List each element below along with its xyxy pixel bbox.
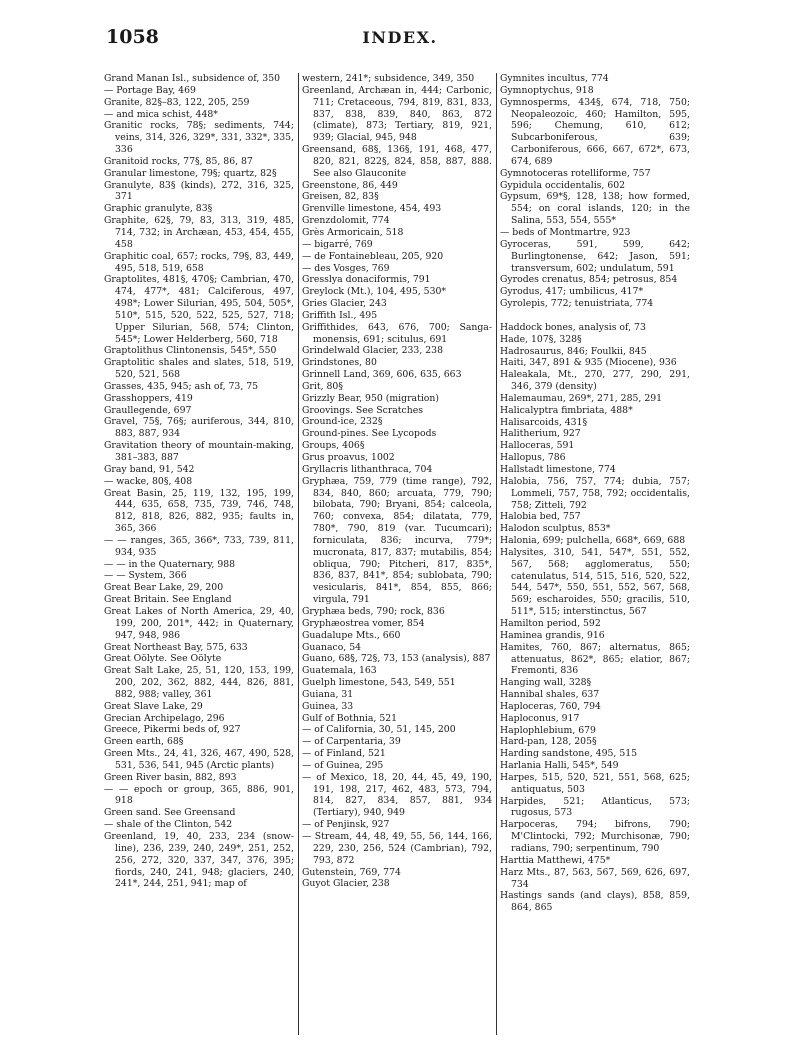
index-entry: Grus proavus, 1002 — [302, 452, 395, 463]
index-entry: — and mica schist, 448* — [104, 108, 218, 120]
index-entry: Hallopus, 786 — [500, 452, 566, 464]
index-entry: Graptolites, 481§, 470§; Cambrian, 470, 474, 477*, 481; Calciferous, 497, 498*; Lower Silurian, 495, 504, 505*, 510*, 515, 520, 522, 525, 527, 718; Upper Silurian, 568, 574; Clinton, 545*; Lower Helderberg, 560, 718 — [104, 274, 294, 345]
index-entry: Haleakala, Mt., 270, 277, 290, 291, 346, 379 (density) — [500, 369, 690, 393]
index-entry: Gravel, 75§, 76§; auriferous, 344, 810, 883, 887, 934 — [104, 416, 294, 440]
index-entry: Great Oölyte. See Oölyte — [104, 653, 222, 665]
index-entry: Harlania Halli, 545*, 549 — [500, 760, 619, 772]
index-entry: Graullegende, 697 — [104, 404, 192, 416]
index-entry: — — in the Quaternary, 988 — [104, 558, 236, 570]
index-entry: Haminea grandis, 916 — [500, 629, 605, 641]
index-entry: Haiti, 347, 891 & 935 (Miocene), 936 — [500, 357, 677, 369]
index-entry: Granular limestone, 79§; quartz, 82§ — [104, 167, 277, 179]
index-entry: — of California, 30, 51, 145, 200 — [302, 724, 456, 736]
index-entry: Groovings. See Scratches — [302, 404, 424, 416]
index-entry: Halobia, 756, 757, 774; dubia, 757; Lommeli, 757, 758, 792; occidentalis, 758; Zitteli, 792 — [500, 475, 690, 511]
page-title: INDEX. — [362, 28, 438, 47]
index-entry: Great Britain. See England — [104, 594, 232, 606]
index-entry: Gray band, 91, 542 — [104, 463, 195, 475]
index-entry: Grecian Archipelago, 296 — [104, 712, 225, 724]
index-entry: Green Mts., 24, 41, 326, 467, 490, 528, 531, 536, 541, 945 (Arctic plants) — [104, 748, 294, 771]
index-entry: Hannibal shales, 637 — [500, 689, 600, 701]
index-entry: Gryllacris lithanthraca, 704 — [302, 463, 433, 475]
index-entry: Greenland, Archæan in, 444; Carbonic, 711; Cretaceous, 794, 819, 831, 833, 837, 838, 839, 840, 863, 872 (climate), 873; Tertiary, 819, 921, 939; Glacial, 945, 948 — [302, 84, 492, 144]
index-entry: Gryphæostrea vomer, 854 — [302, 617, 425, 629]
page-number: 1058 — [106, 26, 159, 48]
index-entry: Gyrodus, 417; umbilicus, 417* — [500, 286, 644, 298]
column-rule — [298, 73, 299, 1035]
index-entry: — des Vosges, 769 — [302, 262, 390, 274]
index-entry: — — System, 366 — [104, 570, 187, 582]
index-entry: Harz Mts., 87, 563, 567, 569, 626, 697, 734 — [500, 866, 690, 890]
index-column-1 — [104, 73, 294, 1035]
index-entry: — of Guinea, 295 — [302, 759, 384, 771]
index-entry: Green earth, 68§ — [104, 736, 184, 748]
index-entry: — — epoch or group, 365, 886, 901, 918 — [104, 783, 294, 807]
index-entry: Greenland, 19, 40, 233, 234 (snow-line), 236, 239, 240, 249*, 251, 252, 256, 272, 320, 337, 347, 376, 395; fiords, 240, 241, 948; glaciers, 240, 241*, 244, 251, 941; map of — [104, 831, 294, 890]
index-entry: — de Fontainebleau, 205, 920 — [302, 250, 444, 262]
index-entry: Great Lakes of North America, 29, 40, 199, 200, 201*, 442; in Quaternary, 947, 948, 986 — [104, 605, 294, 641]
index-entry: Harding sandstone, 495, 515 — [500, 748, 638, 760]
index-entry: Halicalyptra fimbriata, 488* — [500, 404, 633, 416]
index-entry: — of Finland, 521 — [302, 748, 386, 760]
index-entry: Graptolithus Clintonensis, 545*, 550 — [104, 345, 277, 357]
index-entry: Hadrosaurus, 846; Foulkii, 845 — [500, 345, 647, 357]
index-entry: Great Slave Lake, 29 — [104, 700, 203, 712]
index-entry: Grindstones, 80 — [302, 357, 377, 369]
index-entry: Grenzdolomit, 774 — [302, 215, 390, 227]
index-entry: Granulyte, 83§ (kinds), 272, 316, 325, 371 — [104, 179, 294, 203]
index-entry: Green sand. See Greensand — [104, 807, 236, 819]
index-entry: western, 241*; subsidence, 349, 350 — [302, 73, 475, 84]
index-entry: Great Bear Lake, 29, 200 — [104, 582, 224, 594]
index-entry: Green River basin, 882, 893 — [104, 771, 237, 783]
index-entry: Halobia bed, 757 — [500, 511, 581, 523]
index-entry: Gulf of Bothnia, 521 — [302, 712, 398, 724]
index-column-3 — [500, 73, 690, 1035]
index-entry: Guano, 68§, 72§, 73, 153 (analysis), 887 — [302, 653, 491, 665]
index-entry: Grindelwald Glacier, 233, 238 — [302, 345, 443, 357]
index-entry: Greece, Pikermi beds of, 927 — [104, 724, 241, 736]
index-entry: Grenville limestone, 454, 493 — [302, 203, 442, 215]
index-entry: Grizzly Bear, 950 (migration) — [302, 392, 440, 404]
index-entry: — of Mexico, 18, 20, 44, 45, 49, 190, 191, 198, 217, 462, 483, 573, 794, 814, 827, 834, 857, 881, 934 (Tertiary), 940, 949 — [302, 771, 492, 819]
index-entry: — of Carpentaria, 39 — [302, 736, 401, 748]
index-entry: — wacke, 80§, 408 — [104, 475, 193, 487]
index-entry: Hastings sands (and clays), 858, 859, 864, 865 — [500, 890, 690, 914]
index-entry: Guyot Glacier, 238 — [302, 878, 390, 890]
index-entry: Halitherium, 927 — [500, 428, 581, 440]
index-entry: Great Northeast Bay, 575, 633 — [104, 641, 248, 653]
index-entry: Hanging wall, 328§ — [500, 677, 592, 689]
index-entry: Graptolitic shales and slates, 518, 519, 520, 521, 568 — [104, 357, 294, 381]
index-entry: Halysites, 310, 541, 547*, 551, 552, 567, 568; agglomeratus, 550; catenulatus, 514, 515, 516, 520, 522, 544, 547*, 550, 551, 552, 567, 568, 569; escharoides, 550; gracilis, 510, 511*, 515; interstinctus, 567 — [500, 546, 690, 618]
index-entry: Greensand, 68§, 136§, 191, 468, 477, 820, 821, 822§, 824, 858, 887, 888. See also Glauconite — [302, 144, 492, 179]
index-entry: Gymnosperms, 434§, 674, 718, 750; Neopaleozoic, 460; Hamilton, 595, 596; Chemung, 610, 612; Subcarboniferous, 639; Carboniferous, 666, 667, 672*, 673, 674, 689 — [500, 96, 690, 167]
index-entry: Grinnell Land, 369, 606, 635, 663 — [302, 369, 462, 381]
index-entry: Halonia, 699; pulchella, 668*, 669, 688 — [500, 535, 686, 547]
index-entry: Granitic rocks, 78§; sediments, 744; veins, 314, 326, 329*, 331, 332*, 335, 336 — [104, 120, 294, 156]
index-entry: Gymnites incultus, 774 — [500, 73, 609, 84]
index-entry: — Portage Bay, 469 — [104, 84, 196, 96]
index-entry: Halisarcoids, 431§ — [500, 416, 588, 428]
index-entry: Grès Armoricain, 518 — [302, 226, 404, 238]
index-entry: Hade, 107§, 328§ — [500, 333, 582, 345]
index-entry: Gyroceras, 591, 599, 642; Burlingtonense, 642; Jason, 591; transversum, 602; undulatum, 591 — [500, 238, 690, 274]
index-entry: Greylock (Mt.), 104, 495, 530* — [302, 286, 447, 298]
index-entry: Halloceras, 591 — [500, 440, 575, 452]
index-entry: Harpoceras, 794; bifrons, 790; M'Clintocki, 792; Murchisonæ, 790; radians, 790; serpentinum, 790 — [500, 819, 690, 854]
index-entry: Guelph limestone, 543, 549, 551 — [302, 677, 456, 689]
index-entry: Gyrolepis, 772; tenuistriata, 774 — [500, 298, 654, 310]
index-entry: Granite, 82§–83, 122, 205, 259 — [104, 96, 250, 108]
index-entry: Harpides, 521; Atlanticus, 573; rugosus, 573 — [500, 795, 690, 819]
index-entry: — Stream, 44, 48, 49, 55, 56, 144, 166, 229, 230, 256, 524 (Cambrian), 792, 793, 872 — [302, 831, 492, 866]
index-entry: Great Basin, 25, 119, 132, 195, 199, 444, 635, 658, 735, 739, 746, 748, 812, 818, 826, 882, 935; faults in, 365, 366 — [104, 487, 294, 535]
index-entry: Great Salt Lake, 25, 51, 120, 153, 199, 200, 202, 362, 882, 444, 826, 881, 882, 988; valley, 361 — [104, 665, 294, 700]
index-entry: Guiana, 31 — [302, 688, 354, 700]
index-entry: Grasses, 435, 945; ash of, 73, 75 — [104, 380, 259, 392]
index-entry: Grit, 80§ — [302, 380, 343, 392]
index-entry: Guinea, 33 — [302, 700, 354, 712]
index-entry: — — ranges, 365, 366*, 733, 739, 811, 934, 935 — [104, 534, 294, 558]
index-entry: Graphic granulyte, 83§ — [104, 203, 213, 215]
index-entry: — bigarré, 769 — [302, 238, 373, 250]
index-entry: Hallstadt limestone, 774 — [500, 464, 616, 475]
index-entry: Ground-pines. See Lycopods — [302, 428, 437, 440]
index-entry: Griffithides, 643, 676, 700; Sanga-monensis, 691; scitulus, 691 — [302, 321, 492, 345]
index-entry: Guadalupe Mts., 660 — [302, 629, 401, 641]
index-entry: Halemaumau, 269*, 271, 285, 291 — [500, 392, 663, 404]
index-entry: Harpes, 515, 520, 521, 551, 568, 625; antiquatus, 503 — [500, 771, 690, 795]
index-entry: Ground-ice, 232§ — [302, 416, 383, 428]
index-entry: Gryphæa beds, 790; rock, 836 — [302, 605, 445, 617]
index-entry: Gypsum, 69*§, 128, 138; how formed, 554; on coral islands, 120; in the Salina, 553, 554, 555* — [500, 191, 690, 227]
index-entry: Haploconus, 917 — [500, 712, 580, 724]
index-entry: Gypidula occidentalis, 602 — [500, 179, 626, 191]
index-entry: Haploceras, 760, 794 — [500, 700, 601, 712]
index-entry: Guanaco, 54 — [302, 641, 362, 653]
index-entry: Gravitation theory of mountain-making, 381–383, 887 — [104, 440, 294, 463]
index-entry: Graphite, 62§, 79, 83, 313, 319, 485, 714, 732; in Archæan, 453, 454, 455, 458 — [104, 215, 294, 250]
index-entry: Greenstone, 86, 449 — [302, 179, 398, 191]
index-entry: Halodon sculptus, 853* — [500, 523, 611, 535]
index-entry: Graphitic coal, 657; rocks, 79§, 83, 449, 495, 518, 519, 658 — [104, 250, 294, 274]
index-entry: Granitoid rocks, 77§, 85, 86, 87 — [104, 155, 253, 167]
index-entry: Gryphæa, 759, 779 (time range), 792, 834, 840, 860; arcuata, 779, 790; bilobata, 790; Bryani, 854; calceola, 760; convexa, 854; dilatata, 779, 780*, 790, 819 (var. Tucumcari); forniculata, 836; incurva, 779*; mucronata, 817, 837; mutabilis, 854; obliqua, 790; Pitcheri, 817, 835*, 836, 837, 841*, 854; sublobata, 790; vesicularis, 841*, 854, 855, 866; virgula, 791 — [302, 475, 492, 606]
column-rule — [496, 73, 497, 1035]
index-columns — [104, 73, 690, 1035]
index-entry: Gymnotoceras rotelliforme, 757 — [500, 167, 651, 179]
index-entry: Hamilton period, 592 — [500, 617, 601, 629]
index-entry: Guatemala, 163 — [302, 665, 377, 677]
index-entry: Gutenstein, 769, 774 — [302, 866, 401, 878]
index-entry: — shale of the Clinton, 542 — [104, 819, 233, 831]
index-entry: Greisen, 82, 83§ — [302, 191, 379, 203]
index-entry: Gresslya donaciformis, 791 — [302, 274, 431, 286]
index-entry: Groups, 406§ — [302, 440, 365, 452]
index-entry: — beds of Montmartre, 923 — [500, 226, 631, 238]
index-entry: Gries Glacier, 243 — [302, 298, 387, 310]
index-entry: Harttia Matthewi, 475* — [500, 854, 611, 866]
index-entry: Gyrodes crenatus, 854; petrosus, 854 — [500, 274, 678, 286]
index-entry: Grand Manan Isl., subsidence of, 350 — [104, 73, 281, 84]
index-entry: Haddock bones, analysis of, 73 — [500, 321, 646, 333]
index-entry: Hard-pan, 128, 205§ — [500, 736, 597, 748]
index-entry: Haplophlebium, 679 — [500, 724, 596, 736]
index-entry: Hamites, 760, 867; alternatus, 865; attenuatus, 862*, 865; elatior, 867; Fremonti, 836 — [500, 641, 690, 677]
index-entry: Grasshoppers, 419 — [104, 392, 193, 404]
index-entry: Griffith Isl., 495 — [302, 309, 378, 321]
index-column-2 — [302, 73, 492, 1035]
index-entry: Gymnoptychus, 918 — [500, 84, 594, 96]
index-entry: — of Penjinsk, 927 — [302, 819, 390, 831]
